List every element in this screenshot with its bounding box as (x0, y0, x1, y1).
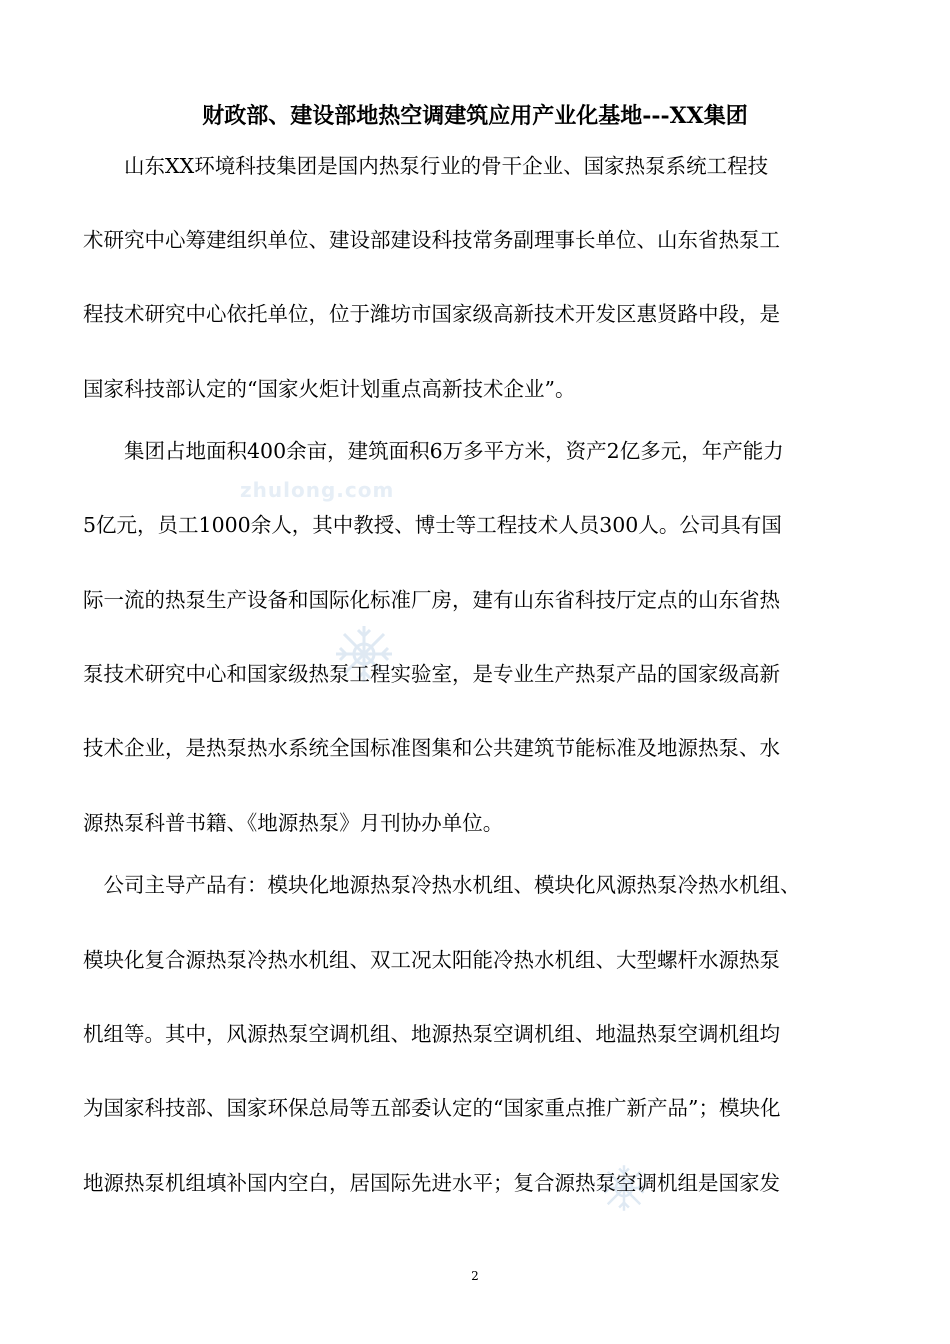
paragraph-line-6: 5亿元，员工1000余人，其中教授、博士等工程技术人员300人。公司具有国 (83, 513, 782, 537)
paragraph-line-8: 泵技术研究中心和国家级热泵工程实验室，是专业生产热泵产品的国家级高新 (83, 662, 780, 686)
paragraph-line-12: 模块化复合源热泵冷热水机组、双工况太阳能冷热水机组、大型螺杆水源热泵 (83, 948, 780, 972)
page-number: 2 (471, 1269, 479, 1283)
paragraph-line-5: 集团占地面积400余亩，建筑面积6万多平方米，资产2亿多元，年产能力 (83, 439, 784, 463)
watermark-text: zhulong.com (240, 478, 395, 502)
paragraph-line-13: 机组等。其中，风源热泵空调机组、地源热泵空调机组、地温热泵空调机组均 (83, 1022, 780, 1046)
paragraph-line-10: 源热泵科普书籍、《地源热泵》月刊协办单位。 (83, 811, 504, 835)
paragraph-line-11: 公司主导产品有：模块化地源热泵冷热水机组、模块化风源热泵冷热水机组、 (83, 873, 801, 897)
paragraph-line-7: 际一流的热泵生产设备和国际化标准厂房，建有山东省科技厅定点的山东省热 (83, 588, 780, 612)
document-title: 财政部、建设部地热空调建筑应用产业化基地---XX集团 (202, 103, 748, 129)
paragraph-line-9: 技术企业，是热泵热水系统全国标准图集和公共建筑节能标准及地源热泵、水 (83, 736, 780, 760)
paragraph-line-4: 国家科技部认定的“国家火炬计划重点高新技术企业”。 (83, 377, 576, 401)
paragraph-line-14: 为国家科技部、国家环保总局等五部委认定的“国家重点推广新产品”；模块化 (83, 1096, 781, 1120)
paragraph-line-15: 地源热泵机组填补国内空白，居国际先进水平；复合源热泵空调机组是国家发 (83, 1171, 780, 1195)
paragraph-line-3: 程技术研究中心依托单位，位于潍坊市国家级高新技术开发区惠贤路中段，是 (83, 302, 780, 326)
paragraph-line-2: 术研究中心筹建组织单位、建设部建设科技常务副理事长单位、山东省热泵工 (83, 228, 780, 252)
paragraph-line-1: 山东XX环境科技集团是国内热泵行业的骨干企业、国家热泵系统工程技 (83, 154, 769, 178)
